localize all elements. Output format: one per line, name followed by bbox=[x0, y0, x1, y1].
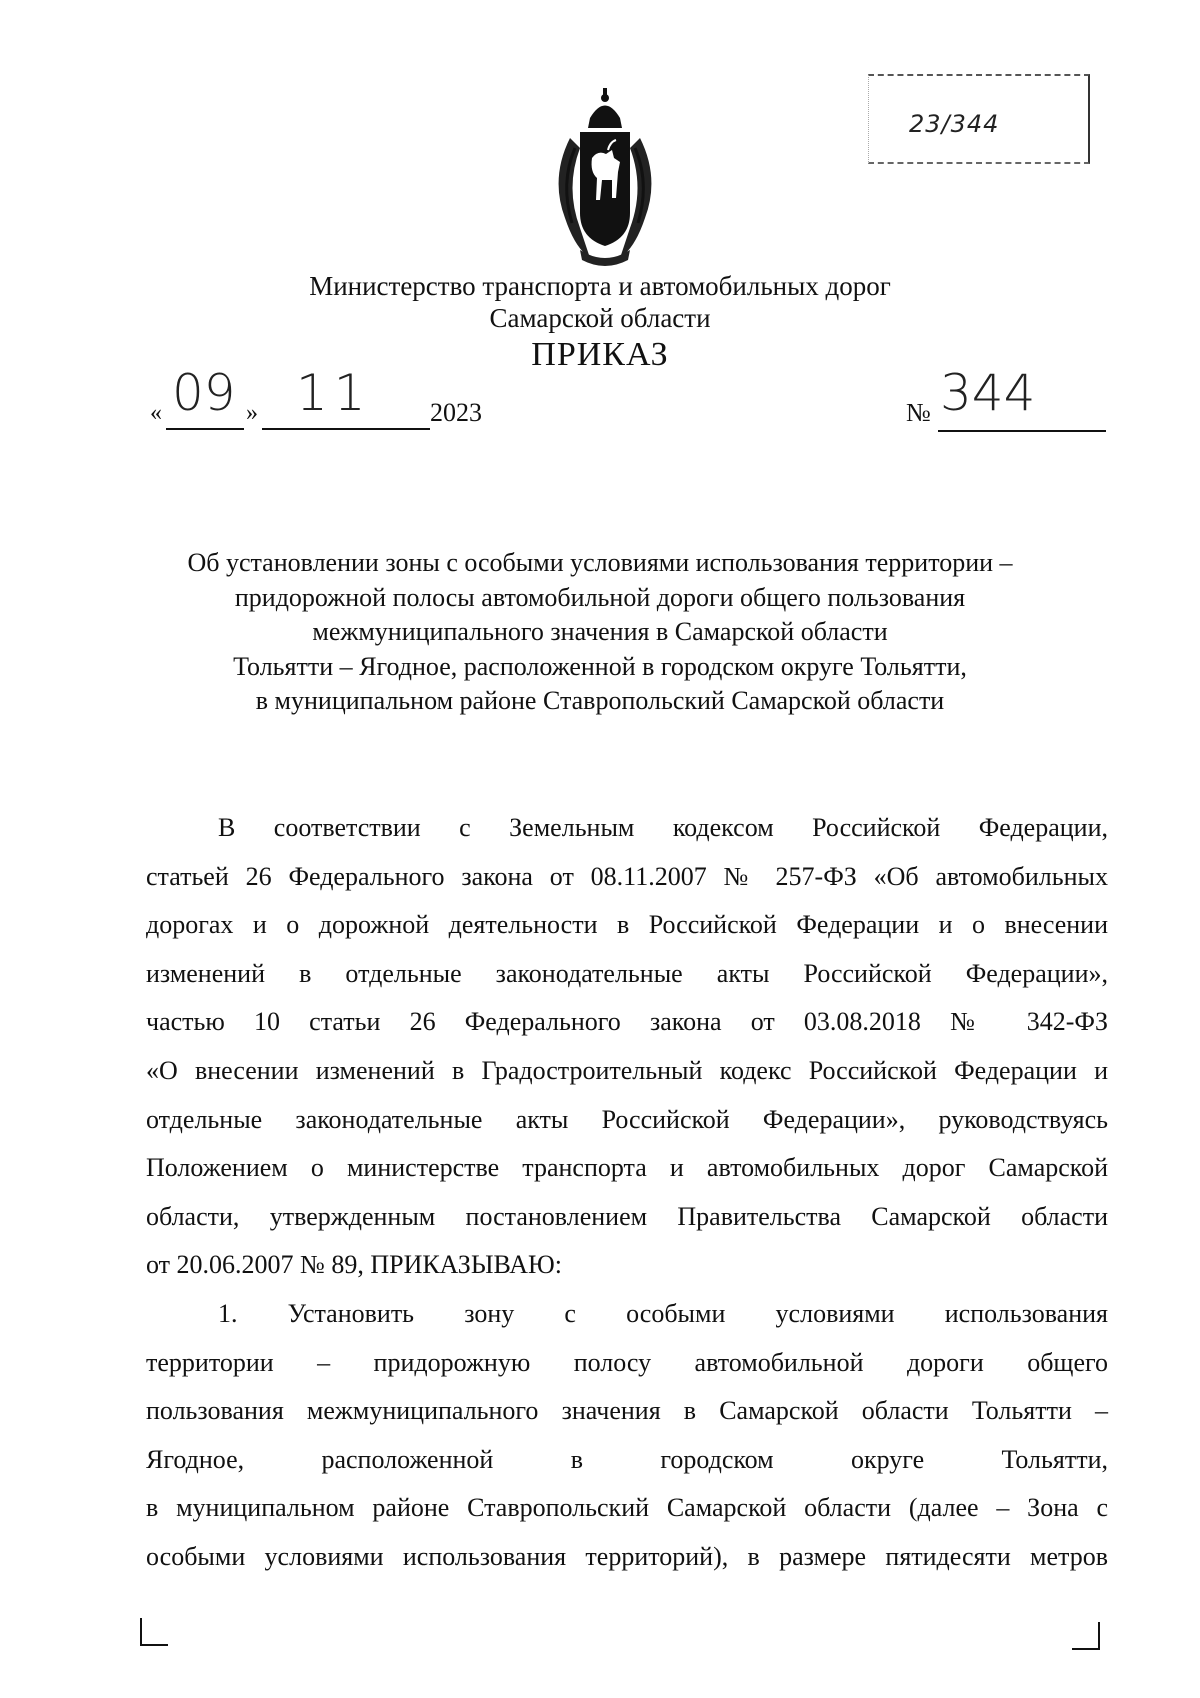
body-line: от 20.06.2007 № 89, ПРИКАЗЫВАЮ: bbox=[146, 1250, 562, 1280]
coat-of-arms-icon bbox=[550, 88, 660, 268]
body-line: в муниципальном районе Ставропольский Самарской области (далее – Зона с bbox=[146, 1493, 1108, 1523]
subject-line: в муниципальном районе Ставропольский Самарской области bbox=[255, 686, 945, 715]
body-line: территории – придорожную полосу автомобильной дороги общего bbox=[146, 1347, 1108, 1377]
body-line: В соответствии с Земельным кодексом Российской Федерации, bbox=[218, 813, 1108, 842]
body-line: 1. Установить зону с особыми условиями использования bbox=[218, 1299, 1108, 1328]
body-line: Положением о министерстве транспорта и автомобильных дорог Самарской bbox=[146, 1153, 1108, 1183]
corner-mark-bottom-right bbox=[1072, 1622, 1100, 1650]
ministry-name-line2: Самарской области bbox=[489, 303, 711, 333]
document-type-title: ПРИКАЗ bbox=[531, 336, 669, 373]
body-line: Ягодное, расположенной в городском округе Тольятти, bbox=[146, 1444, 1108, 1474]
body-line: пользования межмуниципального значения в Самарской области Тольятти – bbox=[146, 1396, 1108, 1426]
preamble-paragraph bbox=[146, 804, 1108, 1290]
order-number-underline bbox=[938, 430, 1106, 432]
ministry-name-line1: Министерство транспорта и автомобильных дорог bbox=[309, 271, 891, 301]
date-quote-close: » bbox=[246, 400, 258, 426]
body-line: «О внесении изменений в Градостроительный кодекс Российской Федерации и bbox=[146, 1055, 1108, 1085]
body-line: статьей 26 Федерального закона от 08.11.2007 № 257-ФЗ «Об автомобильных bbox=[146, 861, 1108, 891]
body-line: дорогах и о дорожной деятельности в Российской Федерации и о внесении bbox=[146, 910, 1108, 940]
order-item-1 bbox=[146, 1290, 1108, 1582]
subject-line: межмуниципального значения в Самарской области bbox=[312, 617, 888, 646]
body-line: особыми условиями использования территорий), в размере пятидесяти метров bbox=[146, 1541, 1108, 1571]
order-subject bbox=[120, 546, 1080, 719]
body-line: отдельные законодательные акты Российской Федерации», руководствуясь bbox=[146, 1104, 1108, 1134]
date-day: 09 bbox=[172, 364, 236, 422]
subject-line: Тольятти – Ягодное, расположенной в городском округе Тольятти, bbox=[233, 651, 967, 681]
date-month-underline bbox=[262, 428, 430, 430]
date-day-underline bbox=[166, 428, 244, 430]
body-line: частью 10 статьи 26 Федерального закона от 03.08.2018 № 342-ФЗ bbox=[146, 1007, 1108, 1037]
subject-line: придорожной полосы автомобильной дороги общего пользования bbox=[234, 582, 966, 612]
date-month: 11 bbox=[296, 364, 372, 422]
body-line: изменений в отдельные законодательные акты Российской Федерации», bbox=[146, 958, 1108, 988]
subject-line: Об установлении зоны с особыми условиями использования территории – bbox=[187, 548, 1013, 577]
date-year: 2023 bbox=[430, 398, 482, 427]
date-quote-open: « bbox=[150, 400, 162, 426]
registration-stamp bbox=[868, 74, 1090, 164]
body-line: области, утвержденным постановлением Правительства Самарской области bbox=[146, 1201, 1108, 1231]
order-number-sign: № bbox=[906, 398, 931, 427]
order-number: 344 bbox=[940, 364, 1036, 422]
registration-number: 23/344 bbox=[909, 110, 1000, 138]
corner-mark-bottom-left bbox=[140, 1618, 168, 1646]
